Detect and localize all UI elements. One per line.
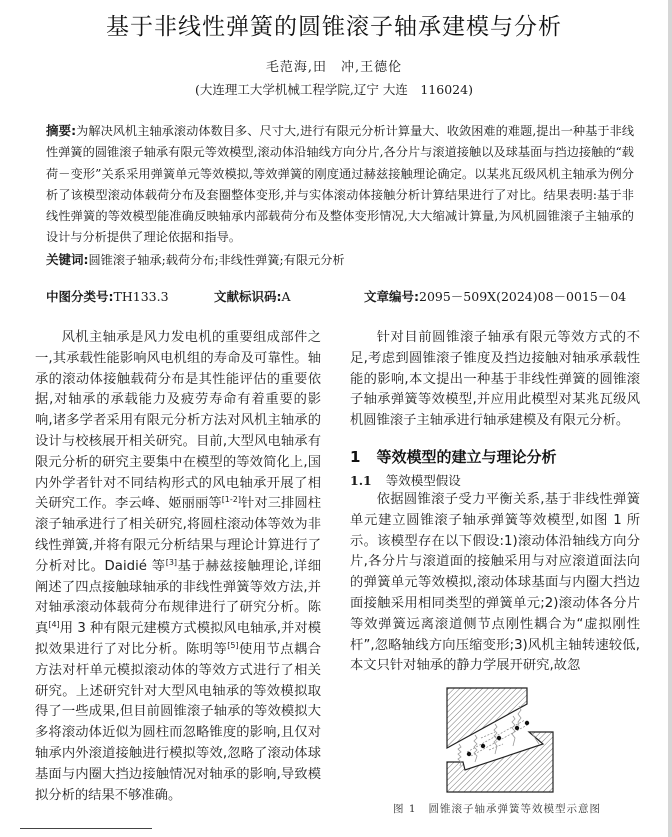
article-number-label: 文章编号: — [364, 289, 419, 304]
citation[interactable]: [1-2] — [221, 495, 241, 505]
clc-code — [46, 287, 214, 305]
section-title: 等效模型的建立与理论分析 — [376, 448, 557, 466]
clc-label: 中图分类号: — [46, 289, 114, 304]
intro-text-part: 风机主轴承是风力发电机的重要组成部件之一,其承载性能影响风电机组的寿命及可靠性。轴承的滚动体接触载荷分布是其性能评估的重要依据,对轴承的承载能力及疲劳寿命有着重要的影响,诸多学者采用有限元分析方法对风机主轴承的设计与校核展开相关研究。目前,大型风电轴承有限元分析的研究主要集中在模型的等效简化上,国内外学者针对不同结构形式的风电轴承开展了相关研究工作。李云峰、姬丽丽等 — [35, 330, 321, 512]
citation[interactable]: [4] — [48, 620, 60, 630]
subsection-title: 等效模型假设 — [385, 473, 461, 488]
paper-authors: 毛范海,田 冲,王德伦 — [265, 60, 403, 75]
intro-paragraph — [35, 328, 321, 806]
intro-text-part: 针对三排圆柱滚子轴承进行了相关研究,将圆柱滚动体等效为非线性弹簧,并将有限元分析结果与理论计算进行了分析对比。Daidié 等 — [35, 496, 322, 574]
abstract-text: 为解决风机主轴承滚动体数目多、尺寸大,进行有限元分析计算量大、收敛困难的难题,提出一种基于非线性弹簧的圆锥滚子轴承有限元等效模型,滚动体沿轴线方向分片,各分片与滚道接触以及球基面与挡边接触的“载荷－变形”关系采用弹簧单元等效模拟,等效弹簧的刚度通过赫兹接触理论确定。以某兆瓦级风机主轴承为例分析了该模型滚动体载荷分布及套圈整体变形,并与实体滚动体接触分析计算结果进行了对比。结果表明:基于非线性弹簧的等效模型能准确反映轴承内部载荷分布及整体变形情况,大大缩减计算量,为风机圆锥滚子主轴承的设计与分析提供了理论依据和指导。 — [46, 124, 635, 245]
intro-text-part: 使用节点耦合方法对杆单元模拟滚动体的等效方式进行了相关研究。上述研究针对大型风电轴承的等效模拟取得了一些成果,但目前圆锥滚子轴承的等效模拟大多将滚动体近似为圆柱而忽略锥度的影响,且仅对轴承内外滚道接触进行模拟等效,忽略了滚动体球基面与内圈大挡边接触情况对轴承的影响,导致模拟分析的结果不够准确。 — [35, 641, 322, 803]
right-column-body — [350, 490, 640, 677]
paper-affiliation: (大连理工大学机械工程学院,辽宁 大连 116024) — [195, 82, 473, 97]
document-code-label: 文献标识码: — [214, 289, 282, 304]
figure-1-caption — [393, 801, 601, 816]
motivation-paragraph: 针对目前圆锥滚子轴承有限元等效方式的不足,考虑到圆锥滚子锥度及挡边接触对轴承承载性能的影响,本文提出一种基于非线性弹簧的圆锥滚子轴承弹簧等效模型,并应用此模型对某兆瓦级风机圆锥滚子主轴承进行轴承建模及有限元分析。 — [350, 330, 640, 429]
document-code — [214, 287, 364, 305]
section-number: 1 — [350, 448, 361, 466]
article-number-value: 2095－509X(2024)08－0015－04 — [419, 289, 627, 304]
section-heading-1 — [350, 446, 556, 467]
intro-text-part: 用 3 种有限元建模方式模拟风电轴承,并对模拟效果进行了对比分析。陈明等 — [35, 621, 322, 657]
figure-caption-text: 圆锥滚子轴承弹簧等效模型示意图 — [428, 803, 602, 815]
viewer-scroll-edge — [668, 0, 672, 837]
subsection-number: 1.1 — [350, 473, 372, 488]
citation[interactable]: [3] — [165, 557, 178, 567]
abstract — [46, 120, 634, 271]
figure-label: 图 1 — [393, 803, 417, 815]
left-column — [35, 328, 321, 806]
document-code-value: A — [281, 289, 291, 304]
article-number — [364, 287, 626, 305]
paper-title: 基于非线性弹簧的圆锥滚子轴承建模与分析 — [106, 14, 562, 40]
intro-text-part: 基于赫兹接触理论,详细阐述了四点接触球轴承的非线性弹簧等效方法,并对轴承滚动体载荷分布规律进行了研究分析。陈真 — [35, 558, 321, 637]
right-column-top — [350, 328, 640, 432]
abstract-label: 摘要: — [46, 123, 77, 138]
footnote-divider — [20, 828, 152, 829]
clc-value: TH133.3 — [113, 289, 169, 304]
assumptions-paragraph: 依据圆锥滚子受力平衡关系,基于非线性弹簧单元建立圆锥滚子轴承弹簧等效模型,如图 1 所示。该模型存在以下假设:1)滚动体沿轴线方向分片,各分片与滚道面的接触采用与对应滚道面法向的弹簧单元等效模拟,滚动体球基面与内圈大挡边面接触采用相同类型的弹簧单元;2)滚动体各分片等效弹簧远离滚道侧节点刚性耦合为“虚拟刚性杆”,忽略轴线方向压缩变形;3)风机主轴转速较低,本文只针对轴承的静力学展开研究,故忽 — [350, 492, 640, 674]
keywords-label: 关键词: — [46, 251, 89, 267]
classification-row — [46, 287, 636, 305]
keywords — [46, 249, 634, 271]
citation[interactable]: [5] — [227, 640, 239, 650]
keywords-text: 圆锥滚子轴承;载荷分布;非线性弹簧;有限元分析 — [88, 252, 345, 267]
figure-1-diagram — [445, 686, 557, 794]
subsection-heading-1-1 — [350, 471, 461, 489]
